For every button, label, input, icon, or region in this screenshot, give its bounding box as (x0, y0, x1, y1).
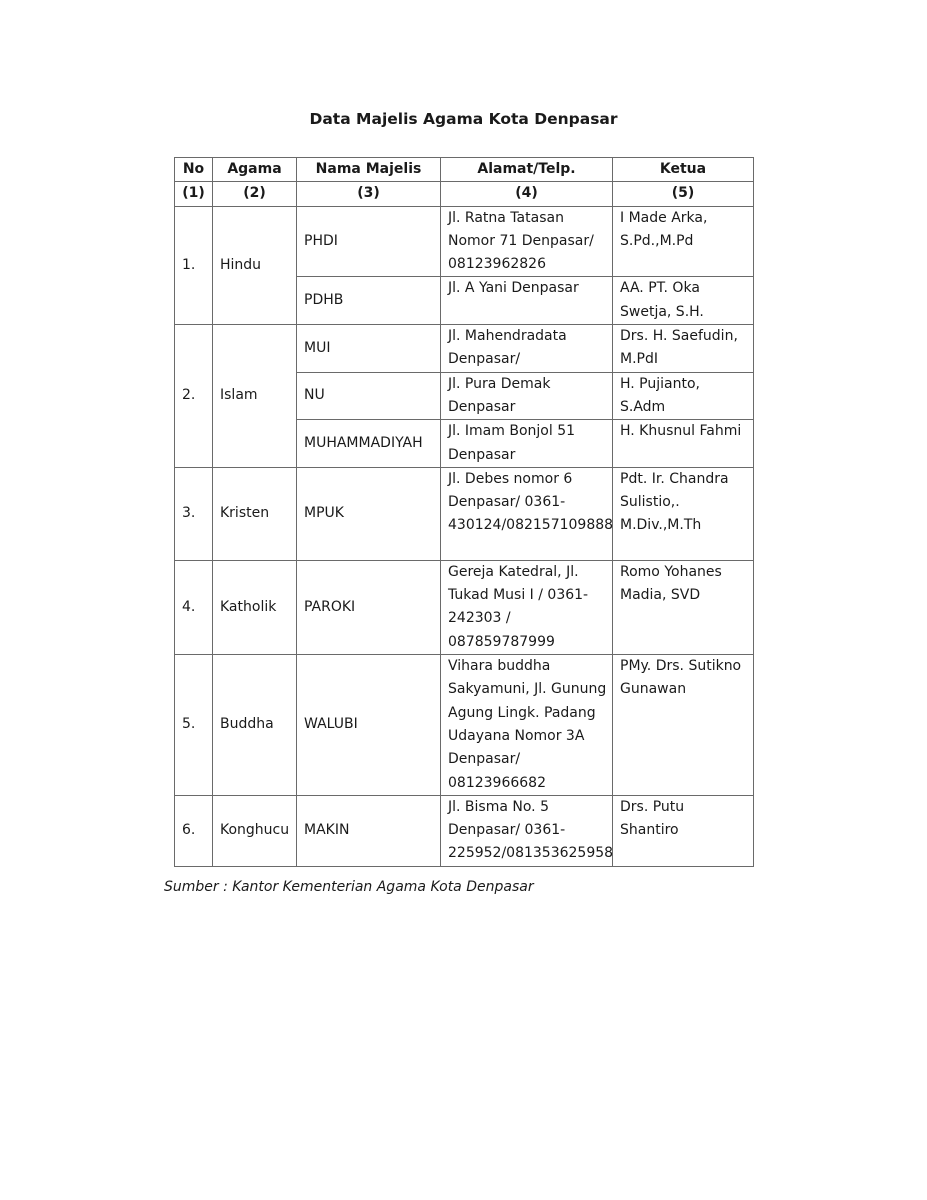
column-number: (5) (613, 182, 754, 206)
chair-cell: Romo Yohanes Madia, SVD (613, 560, 754, 654)
row-number: 4. (175, 560, 213, 654)
religion-cell: Konghucu (213, 795, 297, 866)
column-header: No (175, 158, 213, 182)
council-cell: MUHAMMADIYAH (297, 420, 441, 468)
council-cell: PHDI (297, 206, 441, 277)
column-header: Nama Majelis (297, 158, 441, 182)
row-number: 6. (175, 795, 213, 866)
table-row (175, 467, 754, 560)
table-row (175, 206, 754, 277)
religion-cell: Hindu (213, 206, 297, 324)
council-cell: NU (297, 372, 441, 420)
column-number: (1) (175, 182, 213, 206)
address-cell: Jl. Mahendradata Denpasar/ (441, 325, 613, 373)
chair-cell: Drs. H. Saefudin, M.PdI (613, 325, 754, 373)
chair-cell: I Made Arka, S.Pd.,M.Pd (613, 206, 754, 277)
page-title: Data Majelis Agama Kota Denpasar (309, 110, 618, 128)
row-number: 1. (175, 206, 213, 324)
chair-cell: Pdt. Ir. Chandra Sulistio,. M.Div.,M.Th (613, 467, 754, 560)
table-row (175, 560, 754, 654)
column-number: (2) (213, 182, 297, 206)
religion-cell: Katholik (213, 560, 297, 654)
religion-cell: Kristen (213, 467, 297, 560)
council-cell: PDHB (297, 277, 441, 325)
council-cell: MPUK (297, 467, 441, 560)
table-header-row (175, 158, 754, 182)
table-row (175, 795, 754, 866)
row-number: 2. (175, 325, 213, 468)
council-cell: MAKIN (297, 795, 441, 866)
address-cell: Jl. Bisma No. 5 Denpasar/ 0361-225952/081353625958 (441, 795, 613, 866)
council-cell: WALUBI (297, 655, 441, 796)
column-header: Ketua (613, 158, 754, 182)
chair-cell: Drs. Putu Shantiro (613, 795, 754, 866)
religion-cell: Islam (213, 325, 297, 468)
religion-cell: Buddha (213, 655, 297, 796)
row-number: 5. (175, 655, 213, 796)
address-cell: Gereja Katedral, Jl. Tukad Musi I / 0361-242303 / 087859787999 (441, 560, 613, 654)
majelis-table (174, 157, 754, 867)
address-cell: Vihara buddha Sakyamuni, Jl. Gunung Agung Lingk. Padang Udayana Nomor 3A Denpasar/ 08123966682 (441, 655, 613, 796)
chair-cell: H. Pujianto, S.Adm (613, 372, 754, 420)
column-number: (3) (297, 182, 441, 206)
chair-cell: PMy. Drs. Sutikno Gunawan (613, 655, 754, 796)
column-header: Alamat/Telp. (441, 158, 613, 182)
row-number: 3. (175, 467, 213, 560)
chair-cell: H. Khusnul Fahmi (613, 420, 754, 468)
address-cell: Jl. A Yani Denpasar (441, 277, 613, 325)
address-cell: Jl. Debes nomor 6 Denpasar/ 0361-430124/082157109888 (441, 467, 613, 560)
table-row (175, 655, 754, 796)
source-note: Sumber : Kantor Kementerian Agama Kota Denpasar (164, 879, 534, 895)
chair-cell: AA. PT. Oka Swetja, S.H. (613, 277, 754, 325)
council-cell: MUI (297, 325, 441, 373)
address-cell: Jl. Pura Demak Denpasar (441, 372, 613, 420)
council-cell: PAROKI (297, 560, 441, 654)
address-cell: Jl. Ratna Tatasan Nomor 71 Denpasar/ 08123962826 (441, 206, 613, 277)
column-number-row (175, 182, 754, 206)
column-header: Agama (213, 158, 297, 182)
table-row (175, 325, 754, 373)
address-cell: Jl. Imam Bonjol 51 Denpasar (441, 420, 613, 468)
column-number: (4) (441, 182, 613, 206)
